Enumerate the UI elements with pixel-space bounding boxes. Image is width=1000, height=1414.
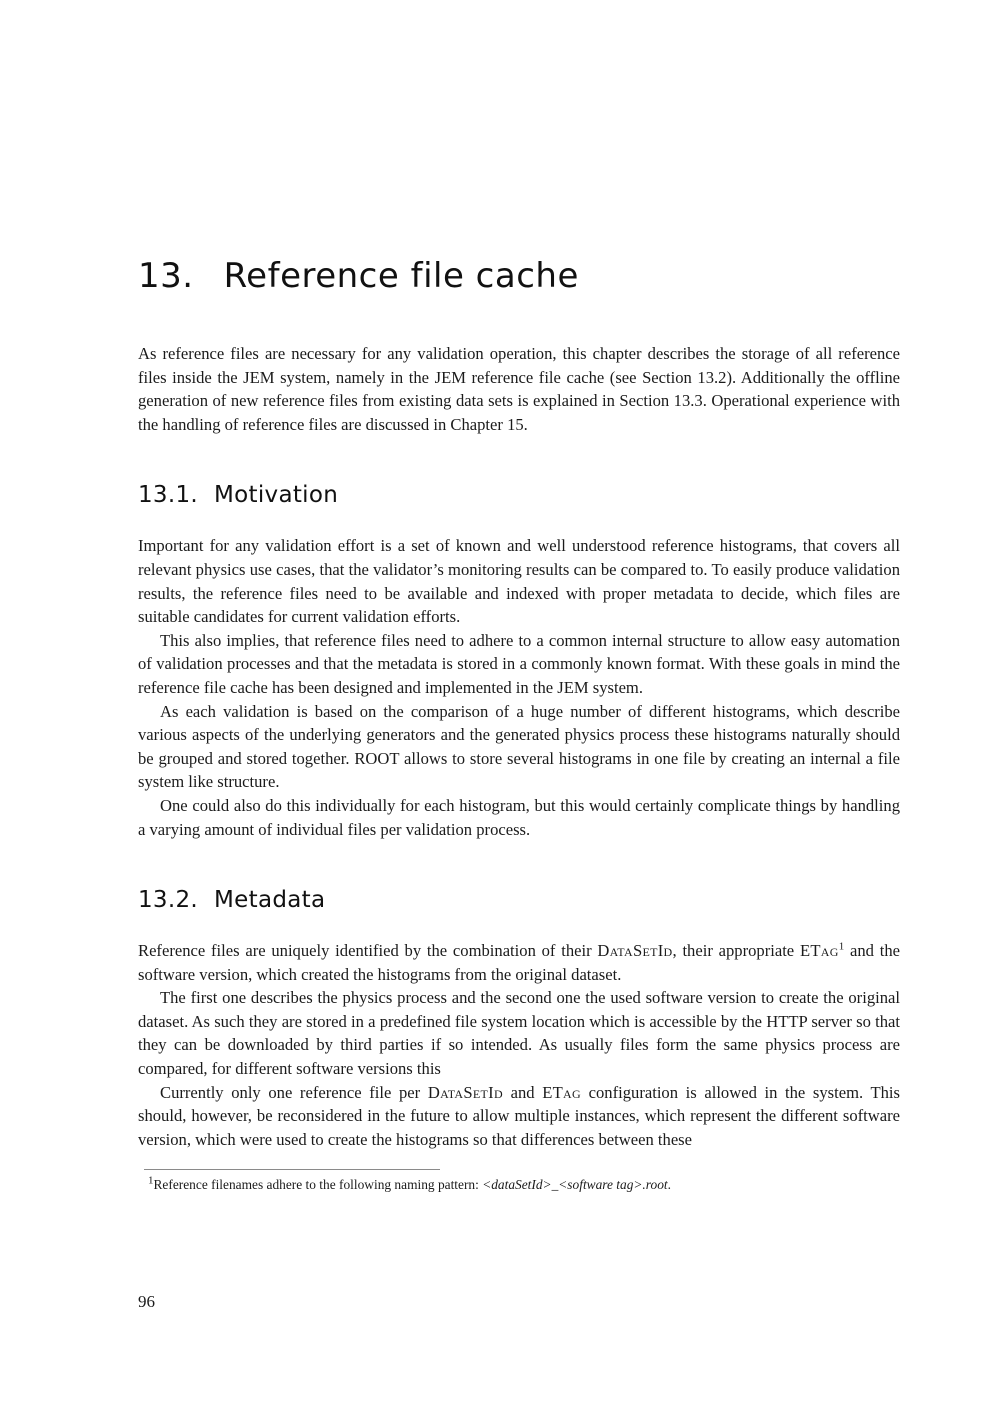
paragraph: The first one describes the physics process and the second one the used software version to create the original dataset. As such they are stored in a predefined file system location which is accessible by the HTTP server so that they can be downloaded by third parties if so intended. As usually files form the same physics process are compared, for different software versions this	[138, 988, 900, 1079]
section-number: 13.2.	[138, 887, 199, 914]
text-run: , their appropriate	[672, 941, 800, 961]
section-title-text: Motivation	[214, 482, 339, 509]
chapter-number: 13.	[138, 256, 194, 296]
text-run: and	[502, 1082, 543, 1102]
text-run: configuration is allowed in the system. This should, however, be reconsidered in the future to allow multiple instances, which represent the different software version, which were used to create the histograms so that differences between these	[138, 1082, 900, 1149]
footnote	[138, 1176, 900, 1193]
paragraph: As each validation is based on the comparison of a huge number of different histograms, which describe various aspects of the underlying generators and the generated physics process these histograms naturally should be grouped and stored together. ROOT allows to store several histograms in one file by creating an internal a file system like structure.	[138, 701, 900, 792]
footnote-marker: 1	[838, 940, 845, 953]
page-number: 96	[138, 1292, 155, 1311]
smallcaps-etag: ETag	[799, 941, 839, 961]
footnote-text: Reference filenames adhere to the following naming pattern:	[153, 1177, 483, 1193]
smallcaps-etag: ETag	[542, 1082, 581, 1102]
paragraph	[138, 939, 900, 986]
chapter-heading	[138, 256, 900, 296]
paragraph: This also implies, that reference files need to adhere to a common internal structure to allow easy automation of validation processes and that the metadata is stored in a commonly known format. With these goals in mind the reference file cache has been designed and implemented in the JEM system.	[138, 630, 900, 697]
paragraph	[138, 1081, 900, 1152]
paragraph: Important for any validation effort is a set of known and well understood reference histograms, that covers all relevant physics use cases, that the validator’s monitoring results can be compared to. To easily produce validation results, the reference files need to be available and indexed with proper metadata to decide, which files are suitable candidates for current validation efforts.	[138, 536, 900, 627]
footnote-marker: 1	[148, 1174, 154, 1187]
smallcaps-datasetid: DataSetId	[597, 941, 673, 961]
page-content	[138, 256, 900, 1193]
smallcaps-datasetid: DataSetId	[427, 1082, 503, 1102]
text-run: Reference files are uniquely identified by the combination of their	[138, 941, 598, 961]
section-heading-metadata	[138, 887, 900, 913]
section-title-text: Metadata	[214, 887, 326, 914]
paragraph: One could also do this individually for each histogram, but this would certainly complicate things by handling a varying amount of individual files per validation process.	[138, 795, 900, 839]
section-heading-motivation	[138, 482, 900, 508]
chapter-intro-paragraph: As reference files are necessary for any validation operation, this chapter describes the storage of all reference files inside the JEM system, namely in the JEM reference file cache (see Section 13.2). Additionally the offline generation of new reference files from existing data sets is explained in Section 13.3. Operational experience with the handling of reference files are discussed in Chapter 15.	[138, 344, 900, 434]
text-run: Currently only one reference file per	[160, 1082, 428, 1102]
footnote-rule	[144, 1169, 440, 1170]
section-number: 13.1.	[138, 482, 199, 509]
footnote-block	[138, 1169, 900, 1193]
text-run: and the software version, which created the histograms from the original dataset.	[138, 941, 901, 984]
footnote-file-pattern: <dataSetId>_<software tag>.root	[482, 1177, 668, 1193]
footnote-text-end: .	[667, 1177, 671, 1193]
chapter-title-text: Reference file cache	[223, 256, 579, 296]
